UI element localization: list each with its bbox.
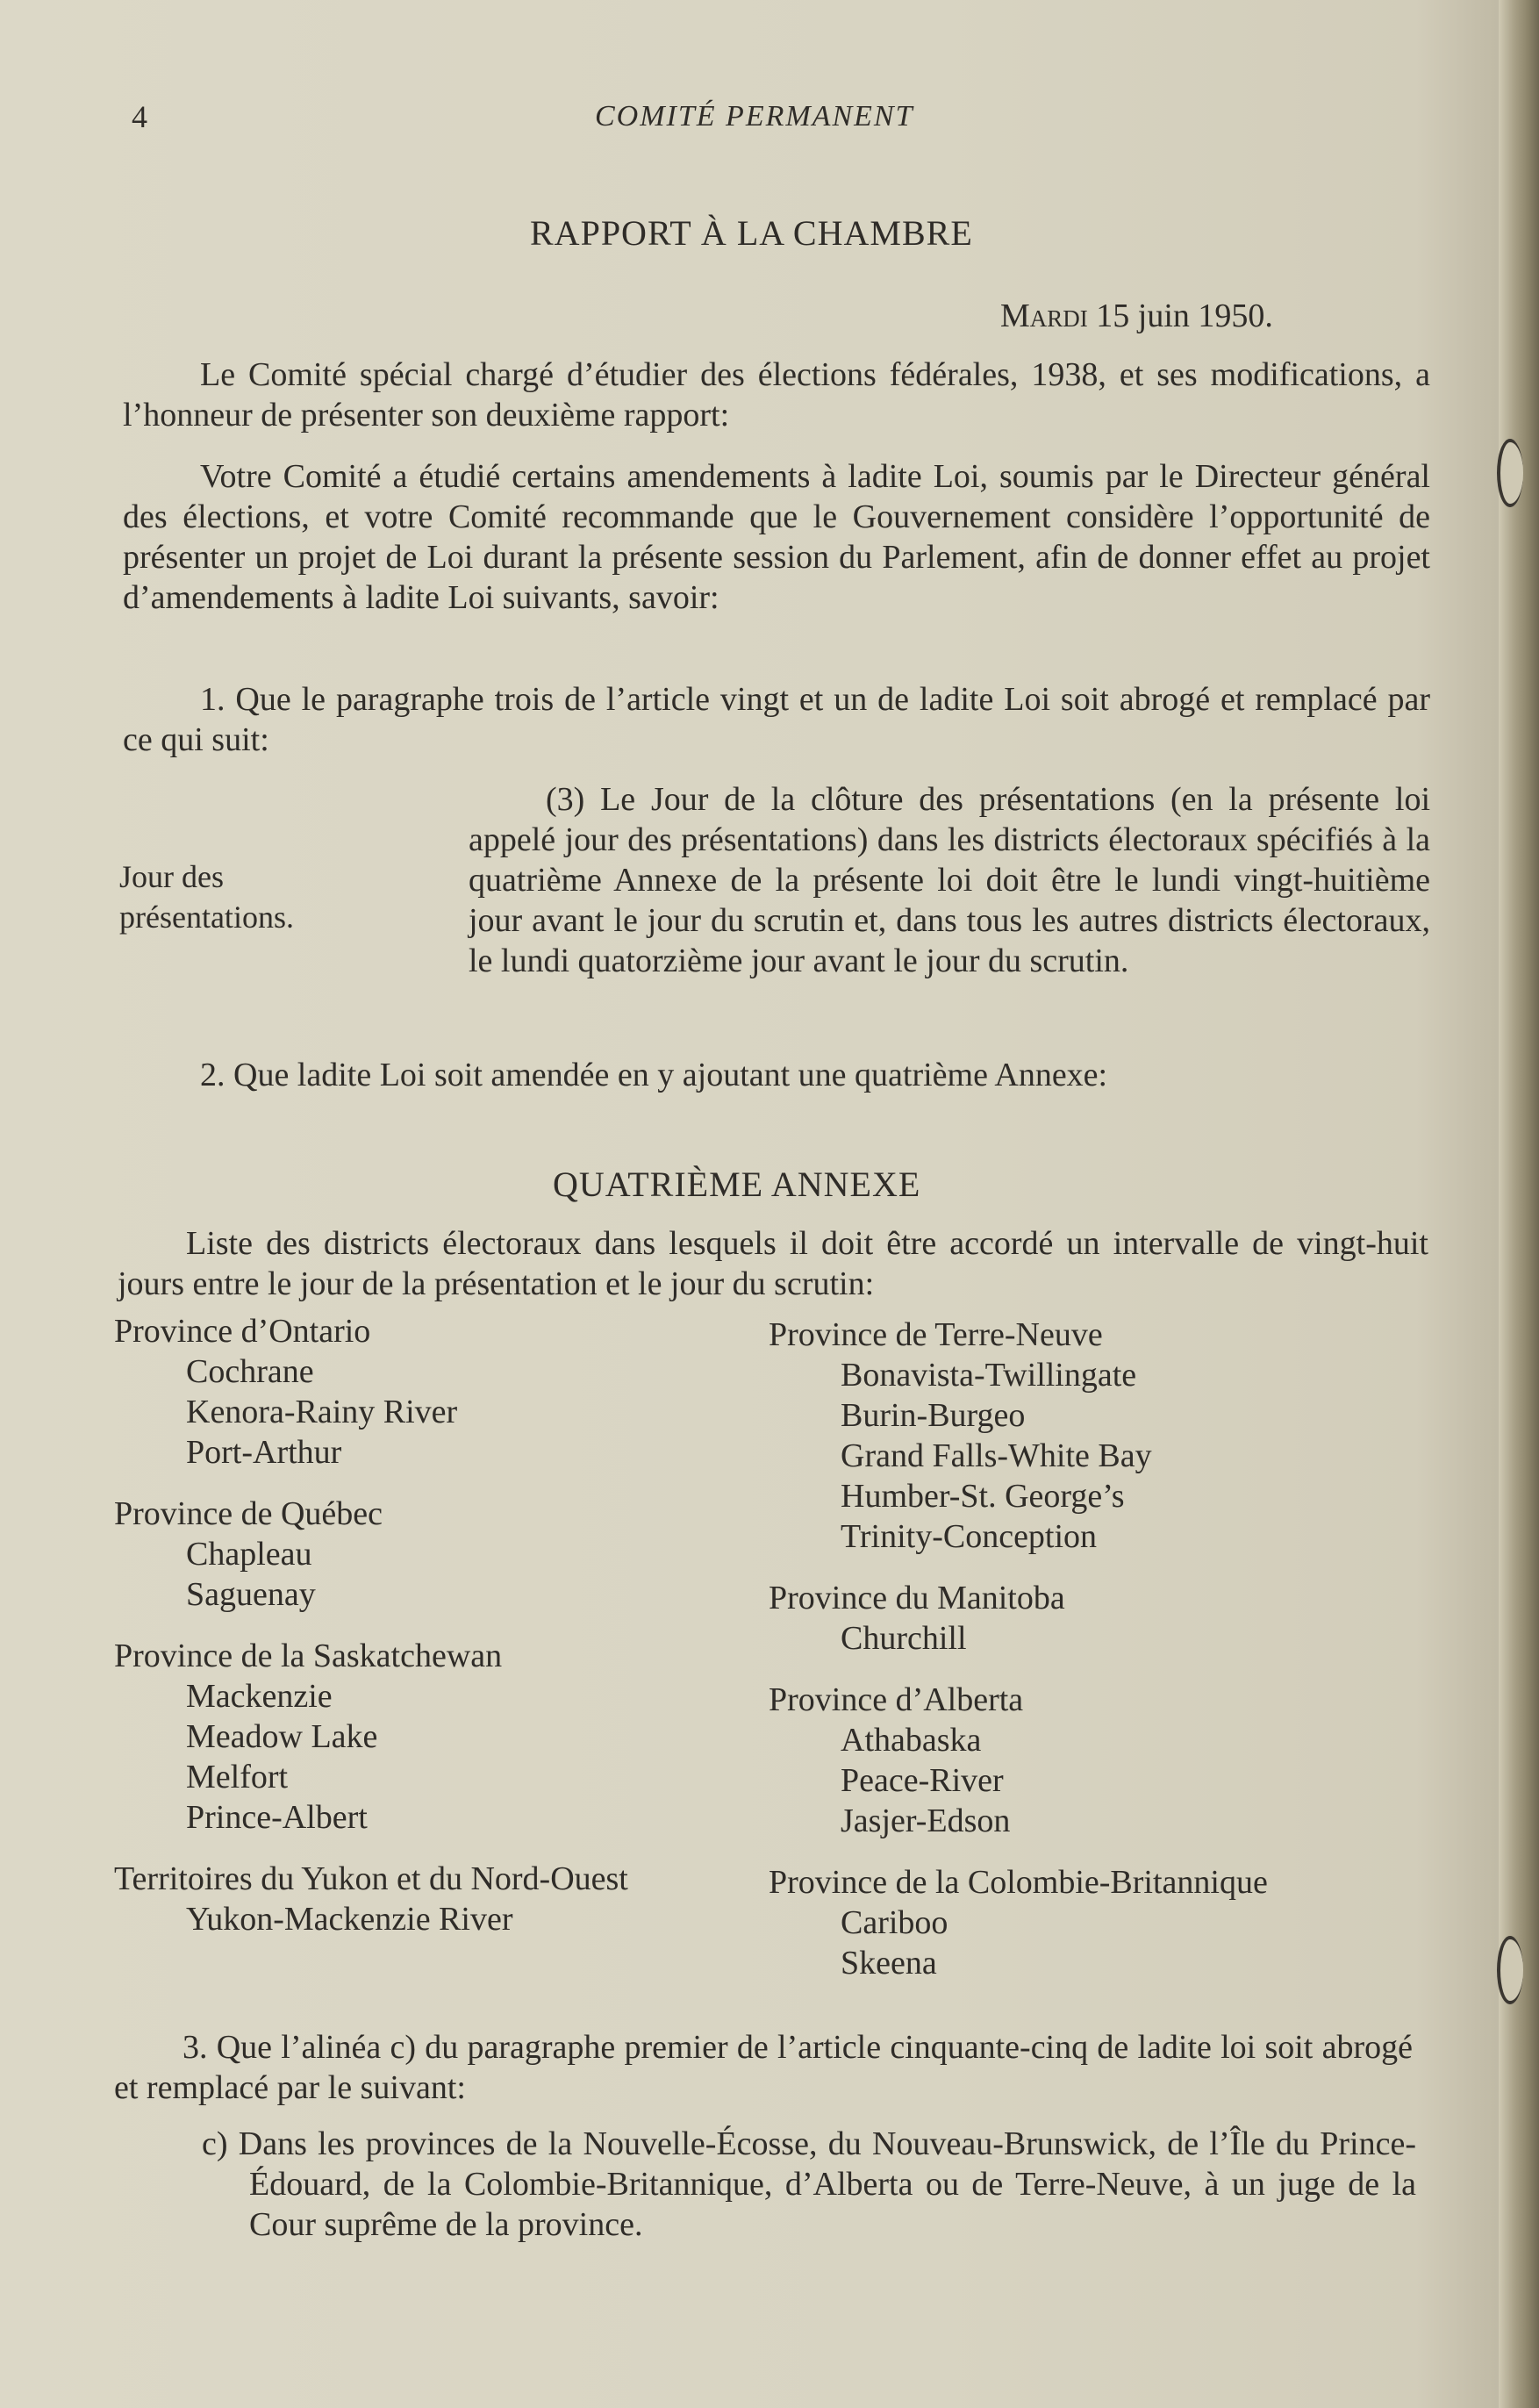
running-head: COMITÉ PERMANENT	[595, 100, 914, 133]
group-gap	[114, 1615, 781, 1636]
group-gap	[114, 1473, 781, 1494]
group-gap	[769, 1659, 1453, 1680]
binding-hole-top	[1497, 439, 1523, 507]
report-date	[1000, 297, 1273, 335]
group-gap	[769, 1841, 1453, 1862]
province-heading: Province de la Saskatchewan	[114, 1638, 503, 1674]
district-name: Melfort	[186, 1759, 289, 1795]
district-name: Saguenay	[186, 1576, 316, 1613]
district-name: Yukon-Mackenzie River	[186, 1901, 513, 1938]
district-name: Burin-Burgeo	[841, 1397, 1026, 1434]
province-heading: Province d’Alberta	[769, 1681, 1024, 1718]
district-name: Churchill	[841, 1620, 967, 1657]
province-heading: Province de Québec	[114, 1495, 383, 1532]
item-1-quote: (3) Le Jour de la clôture des présentations (en la présente loi appelé jour des présentations) dans les districts électoraux spécifiés à la quatrième Annexe de la présente loi doit être le lundi vingt-huitième jour avant le jour du scrutin et, dans tous les autres districts électoraux, le lundi quatorzième jour avant le jour du scrutin.	[469, 781, 1430, 979]
item-1: 1. Que le paragraphe trois de l’article vingt et un de ladite Loi soit abrogé et remplacé par ce qui suit:	[123, 681, 1430, 758]
province-heading: Province du Manitoba	[769, 1580, 1065, 1616]
district-name: Cariboo	[841, 1904, 948, 1941]
district-name: Prince-Albert	[186, 1799, 368, 1836]
annexe-intro: Liste des districts électoraux dans lesquels il doit être accordé un intervalle de vingt-huit jours entre le jour de la présentation et le jour du scrutin:	[118, 1225, 1428, 1302]
district-name: Port-Arthur	[186, 1434, 342, 1471]
district-list-left	[114, 1311, 781, 1939]
body-paragraph: Votre Comité a étudié certains amendements à ladite Loi, soumis par le Directeur général des élections, et votre Comité recommande que le Gouvernement considère l’opportunité de présenter un projet de Loi durant la présente session du Parlement, afin de donner effet au projet d’amendements à ladite Loi suivants, savoir:	[123, 458, 1430, 616]
district-name: Kenora-Rainy River	[186, 1394, 458, 1430]
district-name: Humber-St. George’s	[841, 1478, 1125, 1515]
date-day: Mardi	[1000, 297, 1088, 334]
item-2: 2. Que ladite Loi soit amendée en y ajoutant une quatrième Annexe:	[200, 1057, 1108, 1093]
intro-paragraph: Le Comité spécial chargé d’étudier des élections fédérales, 1938, et ses modifications, a l’honneur de présenter son deuxième rapport:	[123, 356, 1430, 434]
district-name: Mackenzie	[186, 1678, 333, 1715]
district-name: Grand Falls-White Bay	[841, 1437, 1152, 1474]
item-3: 3. Que l’alinéa c) du paragraphe premier de l’article cinquante-cinq de ladite loi soit abrogé et remplacé par le suivant:	[114, 2029, 1413, 2106]
item-3-quote: c) Dans les provinces de la Nouvelle-Écosse, du Nouveau-Brunswick, de l’Île du Prince-Édouard, de la Colombie-Britannique, d’Alberta ou de Terre-Neuve, à un juge de la Cour suprême de la province.	[202, 2125, 1416, 2243]
province-heading: Province de la Colombie-Britannique	[769, 1864, 1268, 1901]
district-name: Athabaska	[841, 1722, 982, 1759]
district-name: Trinity-Conception	[841, 1518, 1098, 1555]
district-name: Meadow Lake	[186, 1718, 378, 1755]
book-binding-edge	[1499, 0, 1539, 2408]
page-number: 4	[132, 99, 147, 134]
district-name: Bonavista-Twillingate	[841, 1357, 1137, 1394]
province-heading: Province d’Ontario	[114, 1313, 371, 1350]
date-rest: 15 juin 1950.	[1087, 297, 1273, 334]
province-heading: Province de Terre-Neuve	[769, 1316, 1103, 1353]
group-gap	[114, 1838, 781, 1859]
report-title: RAPPORT À LA CHAMBRE	[530, 213, 973, 253]
district-name: Skeena	[841, 1945, 937, 1982]
district-name: Cochrane	[186, 1353, 314, 1390]
province-heading: Territoires du Yukon et du Nord-Ouest	[114, 1860, 628, 1897]
margin-note: Jour des présentations.	[119, 859, 294, 935]
group-gap	[769, 1557, 1453, 1578]
district-name: Peace-River	[841, 1762, 1004, 1799]
district-name: Jasjer-Edson	[841, 1802, 1011, 1839]
annexe-title: QUATRIÈME ANNEXE	[553, 1165, 921, 1204]
district-name: Chapleau	[186, 1536, 312, 1573]
district-list-right	[769, 1315, 1453, 1983]
binding-hole-bottom	[1497, 1936, 1523, 2004]
